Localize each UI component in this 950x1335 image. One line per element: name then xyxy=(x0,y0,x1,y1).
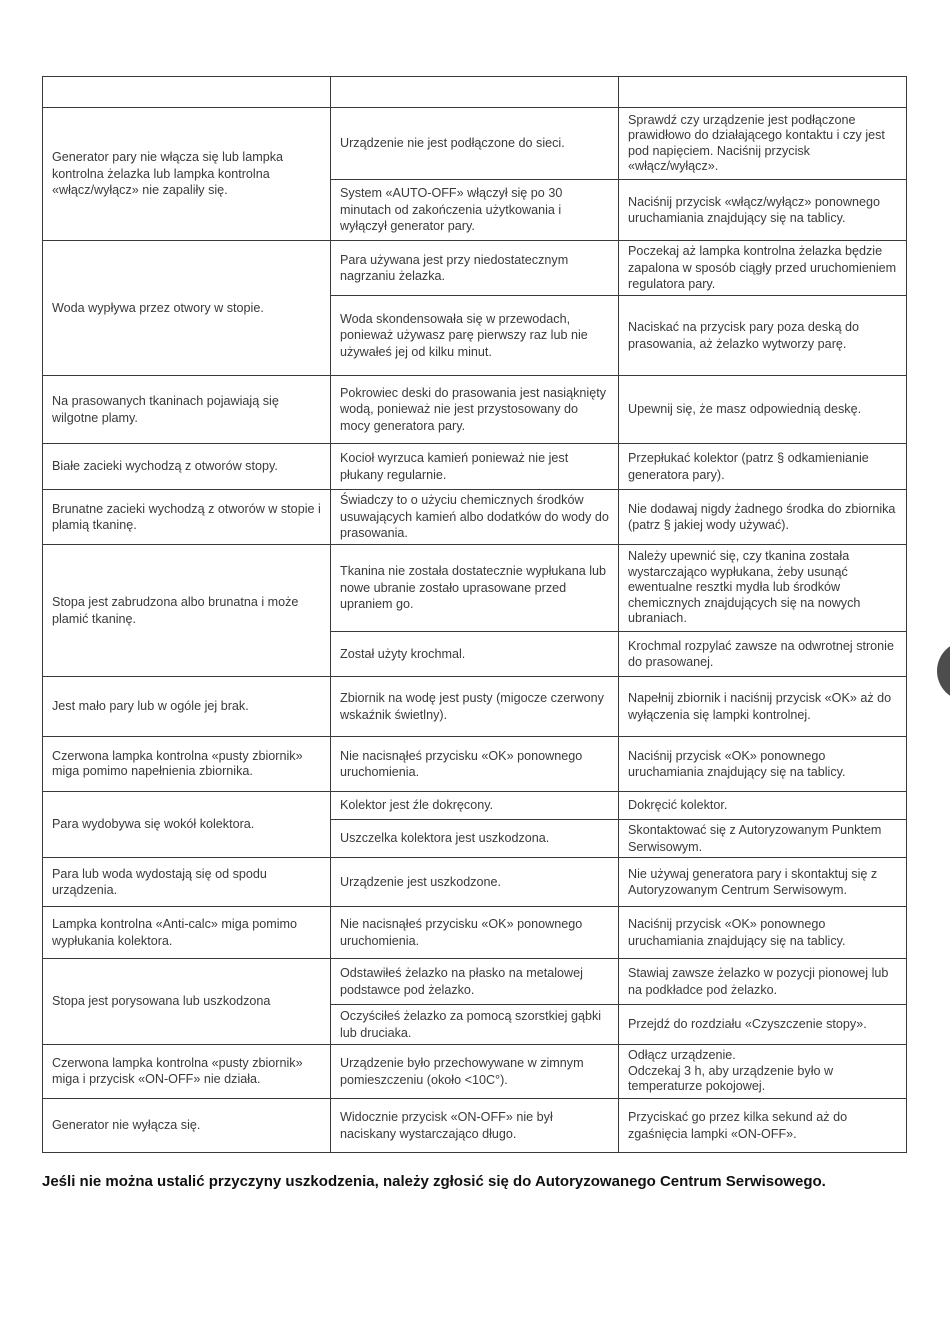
cause-cell: Widocznie przycisk «ON-OFF» nie był naciskany wystarczająco długo. xyxy=(331,1099,619,1153)
problem-cell: Woda wypływa przez otwory w stopie. xyxy=(43,241,331,376)
remedy-cell: Należy upewnić się, czy tkanina została wystarczająco wypłukana, żeby usunąć ewentualne resztki mydła lub środków chemicznych znajdujących się na nowych ubraniach. xyxy=(619,545,907,632)
remedy-cell: Stawiaj zawsze żelazko w pozycji pionowej lub na podkładce pod żelazko. xyxy=(619,959,907,1005)
table-row xyxy=(43,677,907,737)
problem-cell: Czerwona lampka kontrolna «pusty zbiornik» miga i przycisk «ON-OFF» nie działa. xyxy=(43,1045,331,1099)
problem-cell: Para wydobywa się wokół kolektora. xyxy=(43,792,331,858)
cause-cell: Świadczy to o użyciu chemicznych środków usuwających kamień albo dodatków do wody do prasowania. xyxy=(331,490,619,545)
problem-cell: Czerwona lampka kontrolna «pusty zbiornik» miga pomimo napełnienia zbiornika. xyxy=(43,737,331,792)
remedy-cell: Odłącz urządzenie. Odczekaj 3 h, aby urządzenie było w temperaturze pokojowej. xyxy=(619,1045,907,1099)
table-row xyxy=(43,792,907,820)
remedy-cell: Nie dodawaj nigdy żadnego środka do zbiornika (patrz § jakiej wody używać). xyxy=(619,490,907,545)
remedy-cell: Upewnij się, że masz odpowiednią deskę. xyxy=(619,376,907,444)
remedy-cell: Naciśnij przycisk «OK» ponownego uruchamiania znajdujący się na tablicy. xyxy=(619,737,907,792)
table-row xyxy=(43,444,907,490)
remedy-cell: Napełnij zbiornik i naciśnij przycisk «OK» aż do wyłączenia się lampki kontrolnej. xyxy=(619,677,907,737)
cause-cell: Pokrowiec deski do prasowania jest nasiąknięty wodą, ponieważ nie jest przystosowany do mocy generatora pary. xyxy=(331,376,619,444)
remedy-cell: Naciśnij przycisk «OK» ponownego uruchamiania znajdujący się na tablicy. xyxy=(619,907,907,959)
cause-cell: Nie nacisnąłeś przycisku «OK» ponownego uruchomienia. xyxy=(331,907,619,959)
remedy-cell: Naciśnij przycisk «włącz/wyłącz» ponownego uruchamiania znajdujący się na tablicy. xyxy=(619,180,907,241)
table-row xyxy=(43,1099,907,1153)
cause-cell: System «AUTO-OFF» włączył się po 30 minutach od zakończenia użytkowania i wyłączył generator pary. xyxy=(331,180,619,241)
remedy-cell: Dokręcić kolektor. xyxy=(619,792,907,820)
table-row xyxy=(43,490,907,545)
problem-cell: Brunatne zacieki wychodzą z otworów w stopie i plamią tkaninę. xyxy=(43,490,331,545)
service-note: Jeśli nie można ustalić przyczyny uszkodzenia, należy zgłosić się do Autoryzowanego Centrum Serwisowego. xyxy=(42,1173,826,1190)
problem-cell: Lampka kontrolna «Anti-calc» miga pomimo wypłukania kolektora. xyxy=(43,907,331,959)
cause-cell: Kocioł wyrzuca kamień ponieważ nie jest płukany regularnie. xyxy=(331,444,619,490)
table-row xyxy=(43,959,907,1005)
remedy-cell: Naciskać na przycisk pary poza deską do prasowania, aż żelazko wytworzy parę. xyxy=(619,296,907,376)
cause-cell: Uszczelka kolektora jest uszkodzona. xyxy=(331,820,619,858)
remedy-cell: Przepłukać kolektor (patrz § odkamienianie generatora pary). xyxy=(619,444,907,490)
problem-cell: Generator nie wyłącza się. xyxy=(43,1099,331,1153)
header-remedy xyxy=(619,77,907,108)
cause-cell: Urządzenie było przechowywane w zimnym pomieszczeniu (około <10C°). xyxy=(331,1045,619,1099)
cause-cell: Woda skondensowała się w przewodach, ponieważ używasz parę pierwszy raz lub nie używałeś jej od kilku minut. xyxy=(331,296,619,376)
cause-cell: Tkanina nie została dostatecznie wypłukana lub nowe ubranie zostało uprasowane przed upraniem go. xyxy=(331,545,619,632)
problem-cell: Na prasowanych tkaninach pojawiają się wilgotne plamy. xyxy=(43,376,331,444)
cause-cell: Zbiornik na wodę jest pusty (migocze czerwony wskaźnik świetlny). xyxy=(331,677,619,737)
problem-cell: Stopa jest porysowana lub uszkodzona xyxy=(43,959,331,1045)
table-row xyxy=(43,376,907,444)
troubleshooting-table xyxy=(42,76,907,1153)
table-row xyxy=(43,1045,907,1099)
cause-cell: Odstawiłeś żelazko na płasko na metalowej podstawce pod żelazko. xyxy=(331,959,619,1005)
problem-cell: Para lub woda wydostają się od spodu urządzenia. xyxy=(43,858,331,907)
table-row xyxy=(43,108,907,180)
table-row xyxy=(43,907,907,959)
cause-cell: Urządzenie nie jest podłączone do sieci. xyxy=(331,108,619,180)
cause-cell: Nie nacisnąłeś przycisku «OK» ponownego uruchomienia. xyxy=(331,737,619,792)
table-row xyxy=(43,545,907,632)
problem-cell: Białe zacieki wychodzą z otworów stopy. xyxy=(43,444,331,490)
cause-cell: Został użyty krochmal. xyxy=(331,632,619,677)
problem-cell: Jest mało pary lub w ogóle jej brak. xyxy=(43,677,331,737)
cause-cell: Para używana jest przy niedostatecznym nagrzaniu żelazka. xyxy=(331,241,619,296)
remedy-cell: Skontaktować się z Autoryzowanym Punktem Serwisowym. xyxy=(619,820,907,858)
problem-cell: Generator pary nie włącza się lub lampka kontrolna żelazka lub lampka kontrolna «włącz/wyłącz» nie zapaliły się. xyxy=(43,108,331,241)
remedy-cell: Sprawdź czy urządzenie jest podłączone prawidłowo do działającego kontaktu i czy jest pod napięciem. Naciśnij przycisk «włącz/wyłącz». xyxy=(619,108,907,180)
remedy-cell: Przyciskać go przez kilka sekund aż do zgaśnięcia lampki «ON-OFF». xyxy=(619,1099,907,1153)
table-row xyxy=(43,858,907,907)
remedy-cell: Nie używaj generatora pary i skontaktuj się z Autoryzowanym Centrum Serwisowym. xyxy=(619,858,907,907)
cause-cell: Oczyściłeś żelazko za pomocą szorstkiej gąbki lub druciaka. xyxy=(331,1005,619,1045)
header-cause xyxy=(331,77,619,108)
cause-cell: Urządzenie jest uszkodzone. xyxy=(331,858,619,907)
remedy-cell: Poczekaj aż lampka kontrolna żelazka będzie zapalona w sposób ciągły przed uruchomieniem regulatora pary. xyxy=(619,241,907,296)
problem-cell: Stopa jest zabrudzona albo brunatna i może plamić tkaninę. xyxy=(43,545,331,677)
table-header-row xyxy=(43,77,907,108)
remedy-cell: Krochmal rozpylać zawsze na odwrotnej stronie do prasowanej. xyxy=(619,632,907,677)
header-problem xyxy=(43,77,331,108)
remedy-cell: Przejdź do rozdziału «Czyszczenie stopy». xyxy=(619,1005,907,1045)
table-row xyxy=(43,737,907,792)
cause-cell: Kolektor jest źle dokręcony. xyxy=(331,792,619,820)
table-row xyxy=(43,241,907,296)
page-tab-marker xyxy=(937,641,950,701)
